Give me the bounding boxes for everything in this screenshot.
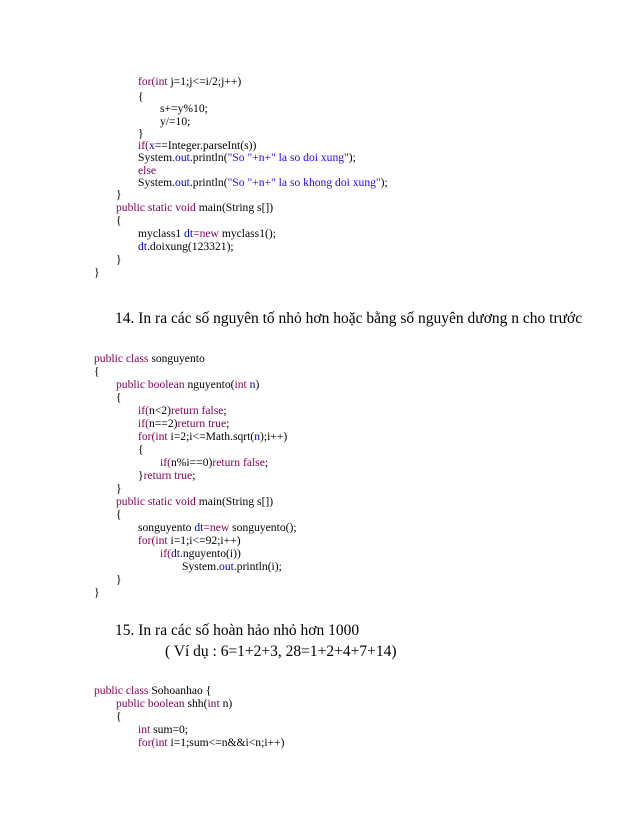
code-line: y/=10;	[160, 115, 191, 128]
code-line: {	[116, 508, 122, 521]
code-line: System.out.println(i);	[182, 560, 282, 573]
section-example: ( Ví dụ : 6=1+2+3, 28=1+2+4+7+14)	[165, 643, 397, 660]
section-heading	[115, 310, 582, 328]
code-line: }	[94, 266, 100, 279]
code-line: public static void main(String s[])	[116, 495, 274, 508]
code-line: {	[138, 90, 144, 103]
code-line: if(n==2)return true;	[138, 417, 230, 430]
code-line: public class songuyento	[94, 352, 205, 365]
code-line: }	[116, 573, 122, 586]
code-line: if(dt.nguyento(i))	[160, 547, 241, 560]
section-heading	[115, 622, 359, 640]
code-line: {	[116, 214, 122, 227]
code-line: {	[116, 710, 122, 723]
code-line: public boolean nguyento(int n)	[116, 378, 260, 391]
code-line: public class Sohoanhao {	[94, 684, 212, 697]
code-line: {	[94, 365, 100, 378]
section-title: In ra các số hoàn hảo nhỏ hơn 1000	[138, 622, 360, 639]
code-line: for(int j=1;j<=i/2;j++)	[138, 75, 242, 88]
code-line: }	[94, 586, 100, 599]
code-line: public static void main(String s[])	[116, 201, 274, 214]
code-line: }	[116, 482, 122, 495]
code-line: else	[138, 164, 157, 177]
code-line: int sum=0;	[138, 723, 189, 736]
code-line: myclass1 dt=new myclass1();	[138, 227, 276, 240]
code-line: if(x==Integer.parseInt(s))	[138, 139, 257, 152]
code-line: for(int i=2;i<=Math.sqrt(n);i++)	[138, 430, 288, 443]
code-line: }return true;	[138, 469, 196, 482]
code-line: s+=y%10;	[160, 102, 208, 115]
section-number: 14.	[115, 310, 135, 327]
section-number: 15.	[115, 622, 135, 639]
code-line: }	[116, 188, 122, 201]
code-line: System.out.println("So "+n+" la so doi xung");	[138, 151, 356, 164]
code-line: for(int i=1;i<=92;i++)	[138, 534, 241, 547]
section-title: In ra các số nguyên tố nhỏ hơn hoặc bằng số nguyên dương n cho trước	[138, 310, 583, 327]
code-line: }	[116, 253, 122, 266]
code-line: {	[116, 391, 122, 404]
code-line: for(int i=1;sum<=n&&i<n;i++)	[138, 736, 285, 749]
code-line: {	[138, 443, 144, 456]
code-line: }	[138, 127, 144, 140]
code-line: public boolean shh(int n)	[116, 697, 233, 710]
code-line: System.out.println("So "+n+" la so khong doi xung");	[138, 176, 388, 189]
code-line: songuyento dt=new songuyento();	[138, 521, 297, 534]
code-line: if(n<2)return false;	[138, 404, 227, 417]
code-line: dt.doixung(123321);	[138, 240, 234, 253]
code-line: if(n%i==0)return false;	[160, 456, 269, 469]
